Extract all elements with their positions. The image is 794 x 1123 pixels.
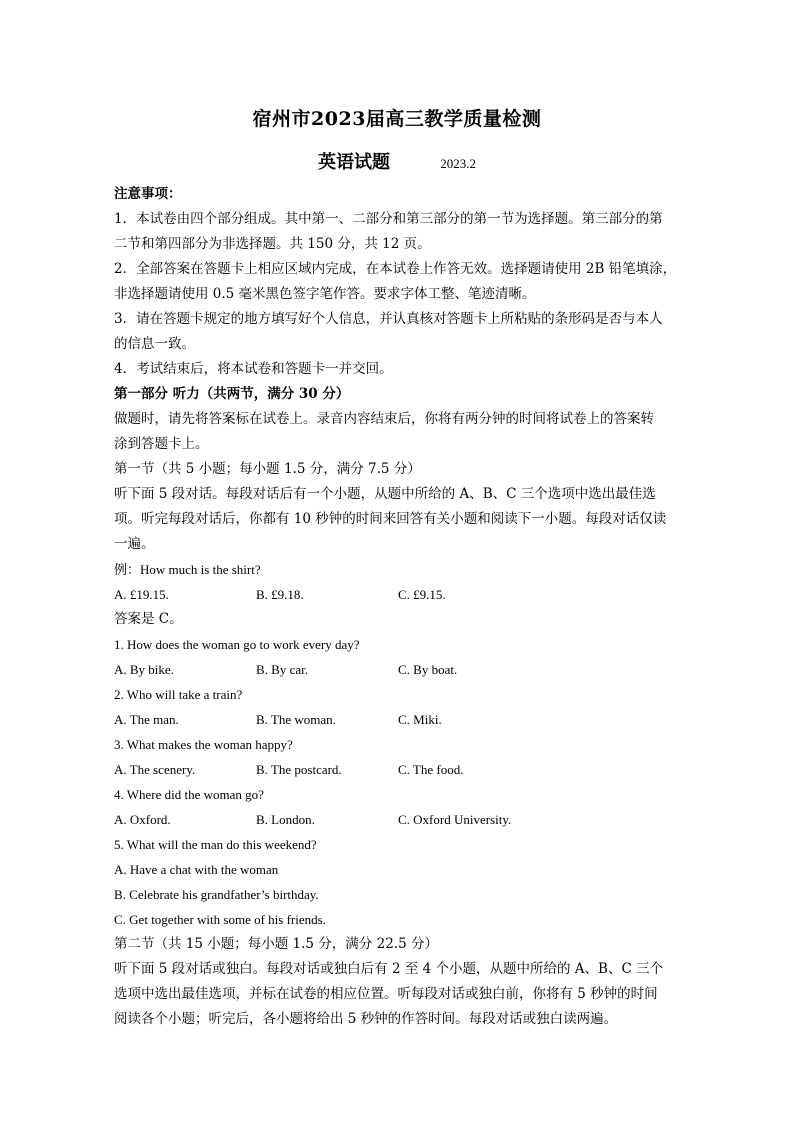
notice-line: 二节和第四部分为非选择题。共 150 分，共 12 页。 bbox=[114, 236, 431, 252]
option-c: C. Oxford University. bbox=[398, 812, 512, 827]
notice-line: 1．本试卷由四个部分组成。其中第一、二部分和第三部分的第一节为选择题。第三部分的第 bbox=[114, 211, 663, 227]
part1-intro-line: 涂到答题卡上。 bbox=[114, 436, 209, 452]
option-c: C. The food. bbox=[398, 762, 464, 777]
option-a: A. The man. bbox=[114, 712, 179, 727]
part1-intro-line: 做题时，请先将答案标在试卷上。录音内容结束后，你将有两分钟的时间将试卷上的答案转 bbox=[114, 411, 654, 427]
notice-line: 非选择题请使用 0.5 毫米黑色签字笔作答。要求字体工整、笔迹清晰。 bbox=[114, 286, 536, 302]
notice-line: 2．全部答案在答题卡上相应区域内完成，在本试卷上作答无效。选择题请使用 2B 铅笔填涂， bbox=[114, 261, 677, 277]
section2-intro-line: 阅读各个小题；听完后，各小题将给出 5 秒钟的作答时间。每段对话或独白读两遍。 bbox=[114, 1011, 618, 1027]
option-b: B. £9.18. bbox=[256, 587, 304, 602]
option-b: B. By car. bbox=[256, 662, 308, 677]
option-a: A. Oxford. bbox=[114, 812, 171, 827]
question-5-option-b: B. Celebrate his grandfather’s birthday. bbox=[114, 887, 319, 902]
question-5-option-c: C. Get together with some of his friends. bbox=[114, 912, 326, 927]
exam-subtitle bbox=[0, 148, 794, 174]
question-4: 4. Where did the woman go? bbox=[114, 787, 264, 802]
section2-intro-line: 选项中选出最佳选项，并标在试卷的相应位置。听每段对话或独白前，你将有 5 秒钟的时间 bbox=[114, 986, 658, 1002]
question-5: 5. What will the man do this weekend? bbox=[114, 837, 317, 852]
question-2: 2. Who will take a train? bbox=[114, 687, 243, 702]
option-a: A. The scenery. bbox=[114, 762, 196, 777]
exam-title: 宿州市2023届高三教学质量检测 bbox=[252, 108, 542, 130]
question-4-options bbox=[114, 807, 684, 832]
subject-title: 英语试题 bbox=[317, 152, 390, 173]
question-1: 1. How does the woman go to work every day? bbox=[114, 637, 360, 652]
section1-intro-line: 一遍。 bbox=[114, 536, 155, 552]
option-c: C. Miki. bbox=[398, 712, 442, 727]
section2-heading: 第二节（共 15 小题；每小题 1.5 分，满分 22.5 分） bbox=[114, 936, 438, 952]
example-answer: 答案是 C。 bbox=[114, 611, 183, 627]
question-2-options bbox=[114, 707, 684, 732]
question-3: 3. What makes the woman happy? bbox=[114, 737, 293, 752]
question-5-option-a: A. Have a chat with the woman bbox=[114, 862, 279, 877]
part1-heading: 第一部分 听力（共两节，满分 30 分） bbox=[114, 386, 350, 402]
section1-intro-line: 听下面 5 段对话。每段对话后有一个小题，从题中所给的 A、B、C 三个选项中选出最佳选 bbox=[114, 486, 656, 502]
notice-line: 的信息一致。 bbox=[114, 336, 195, 352]
option-c: C. £9.15. bbox=[398, 587, 446, 602]
section1-intro-line: 项。听完每段对话后，你都有 10 秒钟的时间来回答有关小题和阅读下一小题。每段对话仅读 bbox=[114, 511, 667, 527]
example-question: 例：How much is the shirt? bbox=[114, 562, 261, 577]
option-b: B. London. bbox=[256, 812, 315, 827]
option-a: A. By bike. bbox=[114, 662, 174, 677]
question-1-options bbox=[114, 657, 684, 682]
exam-date: 2023.2 bbox=[440, 156, 477, 171]
exam-body bbox=[114, 182, 684, 1032]
option-a: A. £19.15. bbox=[114, 587, 169, 602]
option-c: C. By boat. bbox=[398, 662, 458, 677]
option-b: B. The woman. bbox=[256, 712, 336, 727]
section2-intro-line: 听下面 5 段对话或独白。每段对话或独白后有 2 至 4 个小题，从题中所给的 A、B、C 三个 bbox=[114, 961, 664, 977]
notice-heading: 注意事项： bbox=[114, 186, 182, 202]
question-3-options bbox=[114, 757, 684, 782]
notice-line: 3．请在答题卡规定的地方填写好个人信息，并认真核对答题卡上所粘贴的条形码是否与本人 bbox=[114, 311, 663, 327]
section1-heading: 第一节（共 5 小题；每小题 1.5 分，满分 7.5 分） bbox=[114, 461, 421, 477]
example-options bbox=[114, 582, 684, 607]
notice-line: 4．考试结束后，将本试卷和答题卡一并交回。 bbox=[114, 361, 393, 377]
option-b: B. The postcard. bbox=[256, 762, 342, 777]
